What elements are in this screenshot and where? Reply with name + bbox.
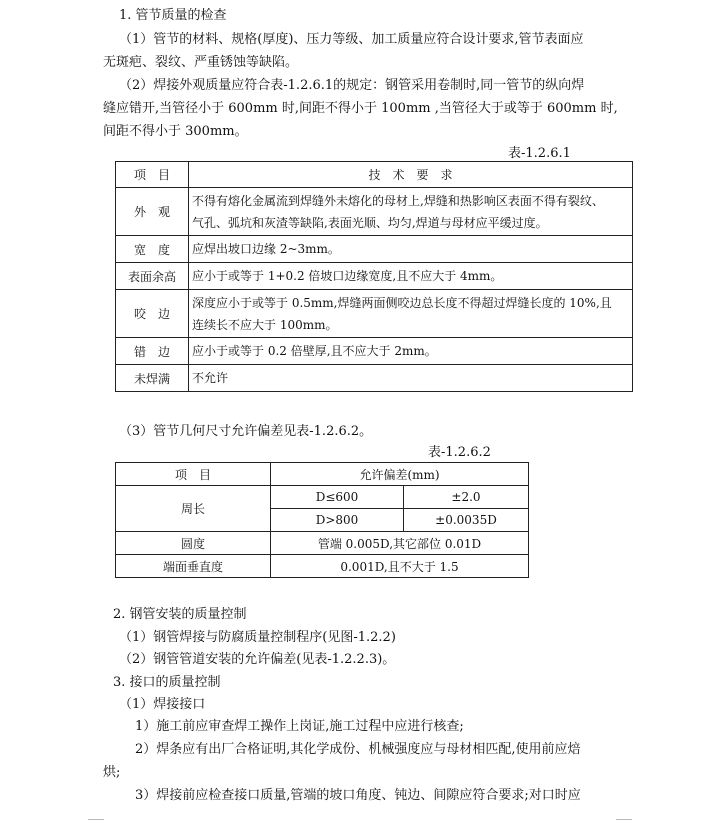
table-1-header-req: 技 术 要 求 (189, 162, 633, 188)
table-1-item-appearance: 外 观 (116, 188, 189, 236)
table-row (116, 236, 633, 263)
table-2-header-item: 项 目 (116, 463, 271, 486)
table-2-roundness-val: 管端 0.005D,其它部位 0.01D (271, 532, 529, 555)
table-1-item-undercut: 咬 边 (116, 290, 189, 338)
req-line: 不得有熔化金属流到焊缝外未熔化的母材上,焊缝和热影响区表面不得有裂纹、 (192, 193, 604, 208)
pipe-tolerance-table (115, 462, 529, 578)
table-1-item-misalignment: 错 边 (116, 338, 189, 365)
table-1-item-width: 宽 度 (116, 236, 189, 263)
table-row (116, 290, 633, 338)
section-2-item-1: （1）钢管焊接与防腐质量控制程序(见图-1.2.2) (119, 630, 396, 645)
paragraph-1-line-1: （1）管节的材料、规格(厚度)、压力等级、加工质量应符合设计要求,管节表面应 (119, 32, 584, 47)
section-3-sub-3: 3）焊接前应检查接口质量,管端的坡口角度、钝边、间隙应符合要求;对口时应 (135, 788, 581, 803)
table-2-item-squareness: 端面垂直度 (116, 555, 271, 578)
req-line: 深度应小于或等于 0.5mm,焊缝两面侧咬边总长度不得超过焊缝长度的 10%,且 (192, 295, 612, 310)
table-2-item-perimeter: 周长 (116, 486, 271, 532)
table-2-squareness-val: 0.001D,且不大于 1.5 (271, 555, 529, 578)
weld-appearance-table (115, 161, 633, 392)
table-1-item-reinforcement: 表面余高 (116, 263, 189, 290)
page-corner-mark-right (616, 819, 632, 824)
paragraph-2-line-2: 缝应错开,当管径小于 600mm 时,间距不得小于 100mm ,当管径大于或等于 600mm 时, (103, 101, 618, 116)
table-1-req-reinforcement: 应小于或等于 1+0.2 倍坡口边缘宽度,且不应大于 4mm。 (189, 263, 633, 290)
table-2-item-roundness: 圆度 (116, 532, 271, 555)
table-row (116, 532, 529, 555)
page-corner-mark-left (88, 819, 104, 824)
table-1-caption: 表-1.2.6.1 (508, 146, 571, 161)
section-3-heading: 3. 接口的质量控制 (113, 675, 221, 690)
req-line: 连续长不应大于 100mm。 (192, 317, 338, 332)
section-3-sub-2-line-2: 烘; (103, 765, 121, 780)
table-1-req-appearance (189, 188, 633, 236)
table-1-header-row (116, 162, 633, 188)
table-2-perimeter-val-2: ±0.0035D (404, 509, 529, 532)
section-1-heading: 1. 管节质量的检查 (119, 8, 227, 23)
table-2-caption: 表-1.2.6.2 (428, 445, 491, 460)
table-1-req-misalignment: 应小于或等于 0.2 倍壁厚,且不应大于 2mm。 (189, 338, 633, 365)
table-2-header-row (116, 463, 529, 486)
table-row (116, 188, 633, 236)
paragraph-2-line-1: （2）焊接外观质量应符合表-1.2.6.1的规定：钢管采用卷制时,同一管节的纵向焊 (119, 78, 585, 93)
table-row (116, 555, 529, 578)
section-3-item-1: （1）焊接接口 (119, 697, 206, 712)
table-1-req-undercut (189, 290, 633, 338)
table-row (116, 263, 633, 290)
table-1-item-underfill: 未焊满 (116, 365, 189, 392)
table-2-perimeter-cond-2: D>800 (271, 509, 404, 532)
section-3-sub-1: 1）施工前应审查焊工操作上岗证,施工过程中应进行核查; (135, 719, 464, 734)
req-line: 气孔、弧坑和灰渣等缺陷,表面光顺、均匀,焊道与母材应平缓过度。 (192, 215, 548, 230)
table-row (116, 486, 529, 509)
table-row (116, 365, 633, 392)
section-2-heading: 2. 钢管安装的质量控制 (113, 607, 247, 622)
table-2-perimeter-val-1: ±2.0 (404, 486, 529, 509)
table-row (116, 338, 633, 365)
paragraph-3: （3）管节几何尺寸允许偏差见表-1.2.6.2。 (119, 424, 373, 439)
table-1-req-underfill: 不允许 (189, 365, 633, 392)
section-3-sub-2-line-1: 2）焊条应有出厂合格证明,其化学成份、机械强度应与母材相匹配,使用前应焙 (135, 742, 581, 757)
table-2-header-tol: 允许偏差(mm) (271, 463, 529, 486)
table-2-perimeter-cond-1: D≤600 (271, 486, 404, 509)
table-1-header-item: 项 目 (116, 162, 189, 188)
paragraph-1-line-2: 无斑疤、裂纹、严重锈蚀等缺陷。 (103, 55, 299, 70)
table-1-req-width: 应焊出坡口边缘 2~3mm。 (189, 236, 633, 263)
section-2-item-2: （2）钢管管道安装的允许偏差(见表-1.2.2.3)。 (119, 652, 396, 667)
paragraph-2-line-3: 间距不得小于 300mm。 (103, 124, 248, 139)
